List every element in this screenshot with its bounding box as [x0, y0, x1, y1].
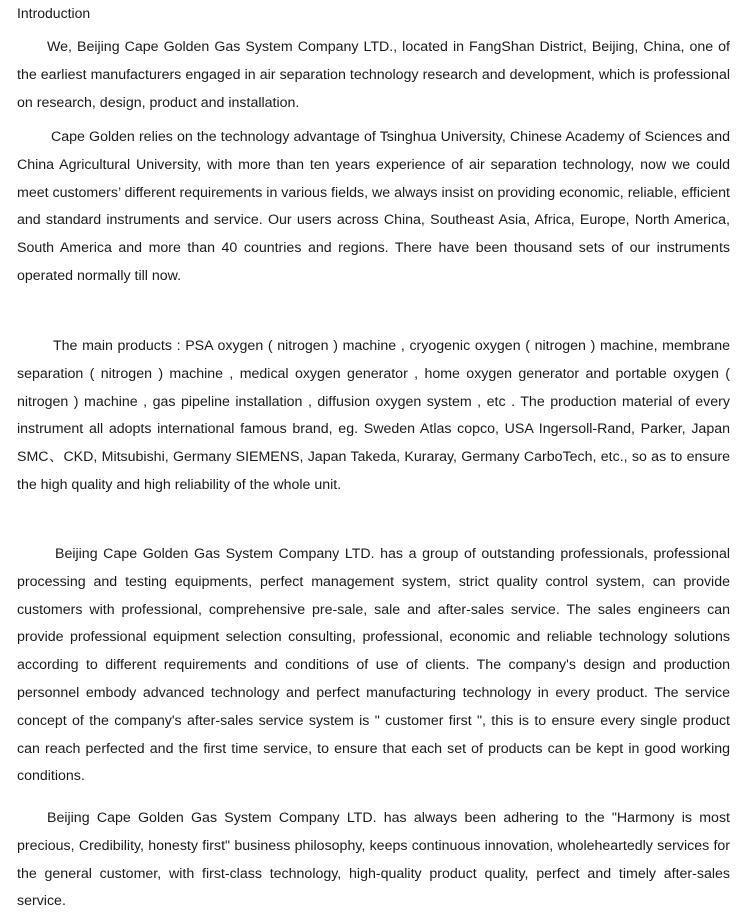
paragraph-main-products: The main products : PSA oxygen ( nitrogen ) machine , cryogenic oxygen ( nitrogen ) machine, membrane separation ( nitrogen ) machine , medical oxygen generator , home oxygen generator and portable oxygen ( nitrogen ) machine , gas pipeline installation , diffusion oxygen system , etc . The production material of every instrument all adopts international famous brand, eg. Sweden Atlas copco, USA Ingersoll-Rand, Parker, Japan SMC、CKD, Mitsubishi, Germany SIEMENS, Japan Takeda, Kuraray, Germany CarboTech, etc., so as to ensure the high quality and high reliability of the whole unit.: [17, 338, 730, 493]
paragraph-company-intro: We, Beijing Cape Golden Gas System Company LTD., located in FangShan District, Beijing, China, one of the earliest manufacturers engaged in air separation technology research and development, which is professional on research, design, product and installation.: [17, 39, 730, 111]
page-title: Introduction: [17, 5, 91, 21]
paragraph-business-philosophy: Beijing Cape Golden Gas System Company LTD. has always been adhering to the "Harmony is most precious, Credibility, honesty first" business philosophy, keeps continuous innovation, wholeheartedly services for the general customer, with first-class technology, high-quality product quality, perfect and timely after-sales service.: [17, 810, 730, 910]
paragraph-technology-advantage: Cape Golden relies on the technology advantage of Tsinghua University, Chinese Academy of Sciences and China Agricultural University, with more than ten years experience of air separation technology, now we could meet customers’ different requirements in various fields, we always insist on providing economic, reliable, efficient and standard instruments and service. Our users across China, Southeast Asia, Africa, Europe, North America, South America and more than 40 countries and regions. There have been thousand sets of our instruments operated normally till now.: [17, 129, 730, 284]
paragraph-professional-service: Beijing Cape Golden Gas System Company LTD. has a group of outstanding professionals, professional processing and testing equipments, perfect management system, strict quality control system, can provide customers with professional, comprehensive pre-sale, sale and after-sales service. The sales engineers can provide professional equipment selection consulting, professional, economic and reliable technology solutions according to different requirements and conditions of use of clients. The company's design and production personnel embody advanced technology and perfect manufacturing technology in every product. The service concept of the company's after-sales service system is " customer first ", this is to ensure every single product can reach perfected and the first time service, to ensure that each set of products can be kept in good working conditions.: [17, 546, 730, 785]
